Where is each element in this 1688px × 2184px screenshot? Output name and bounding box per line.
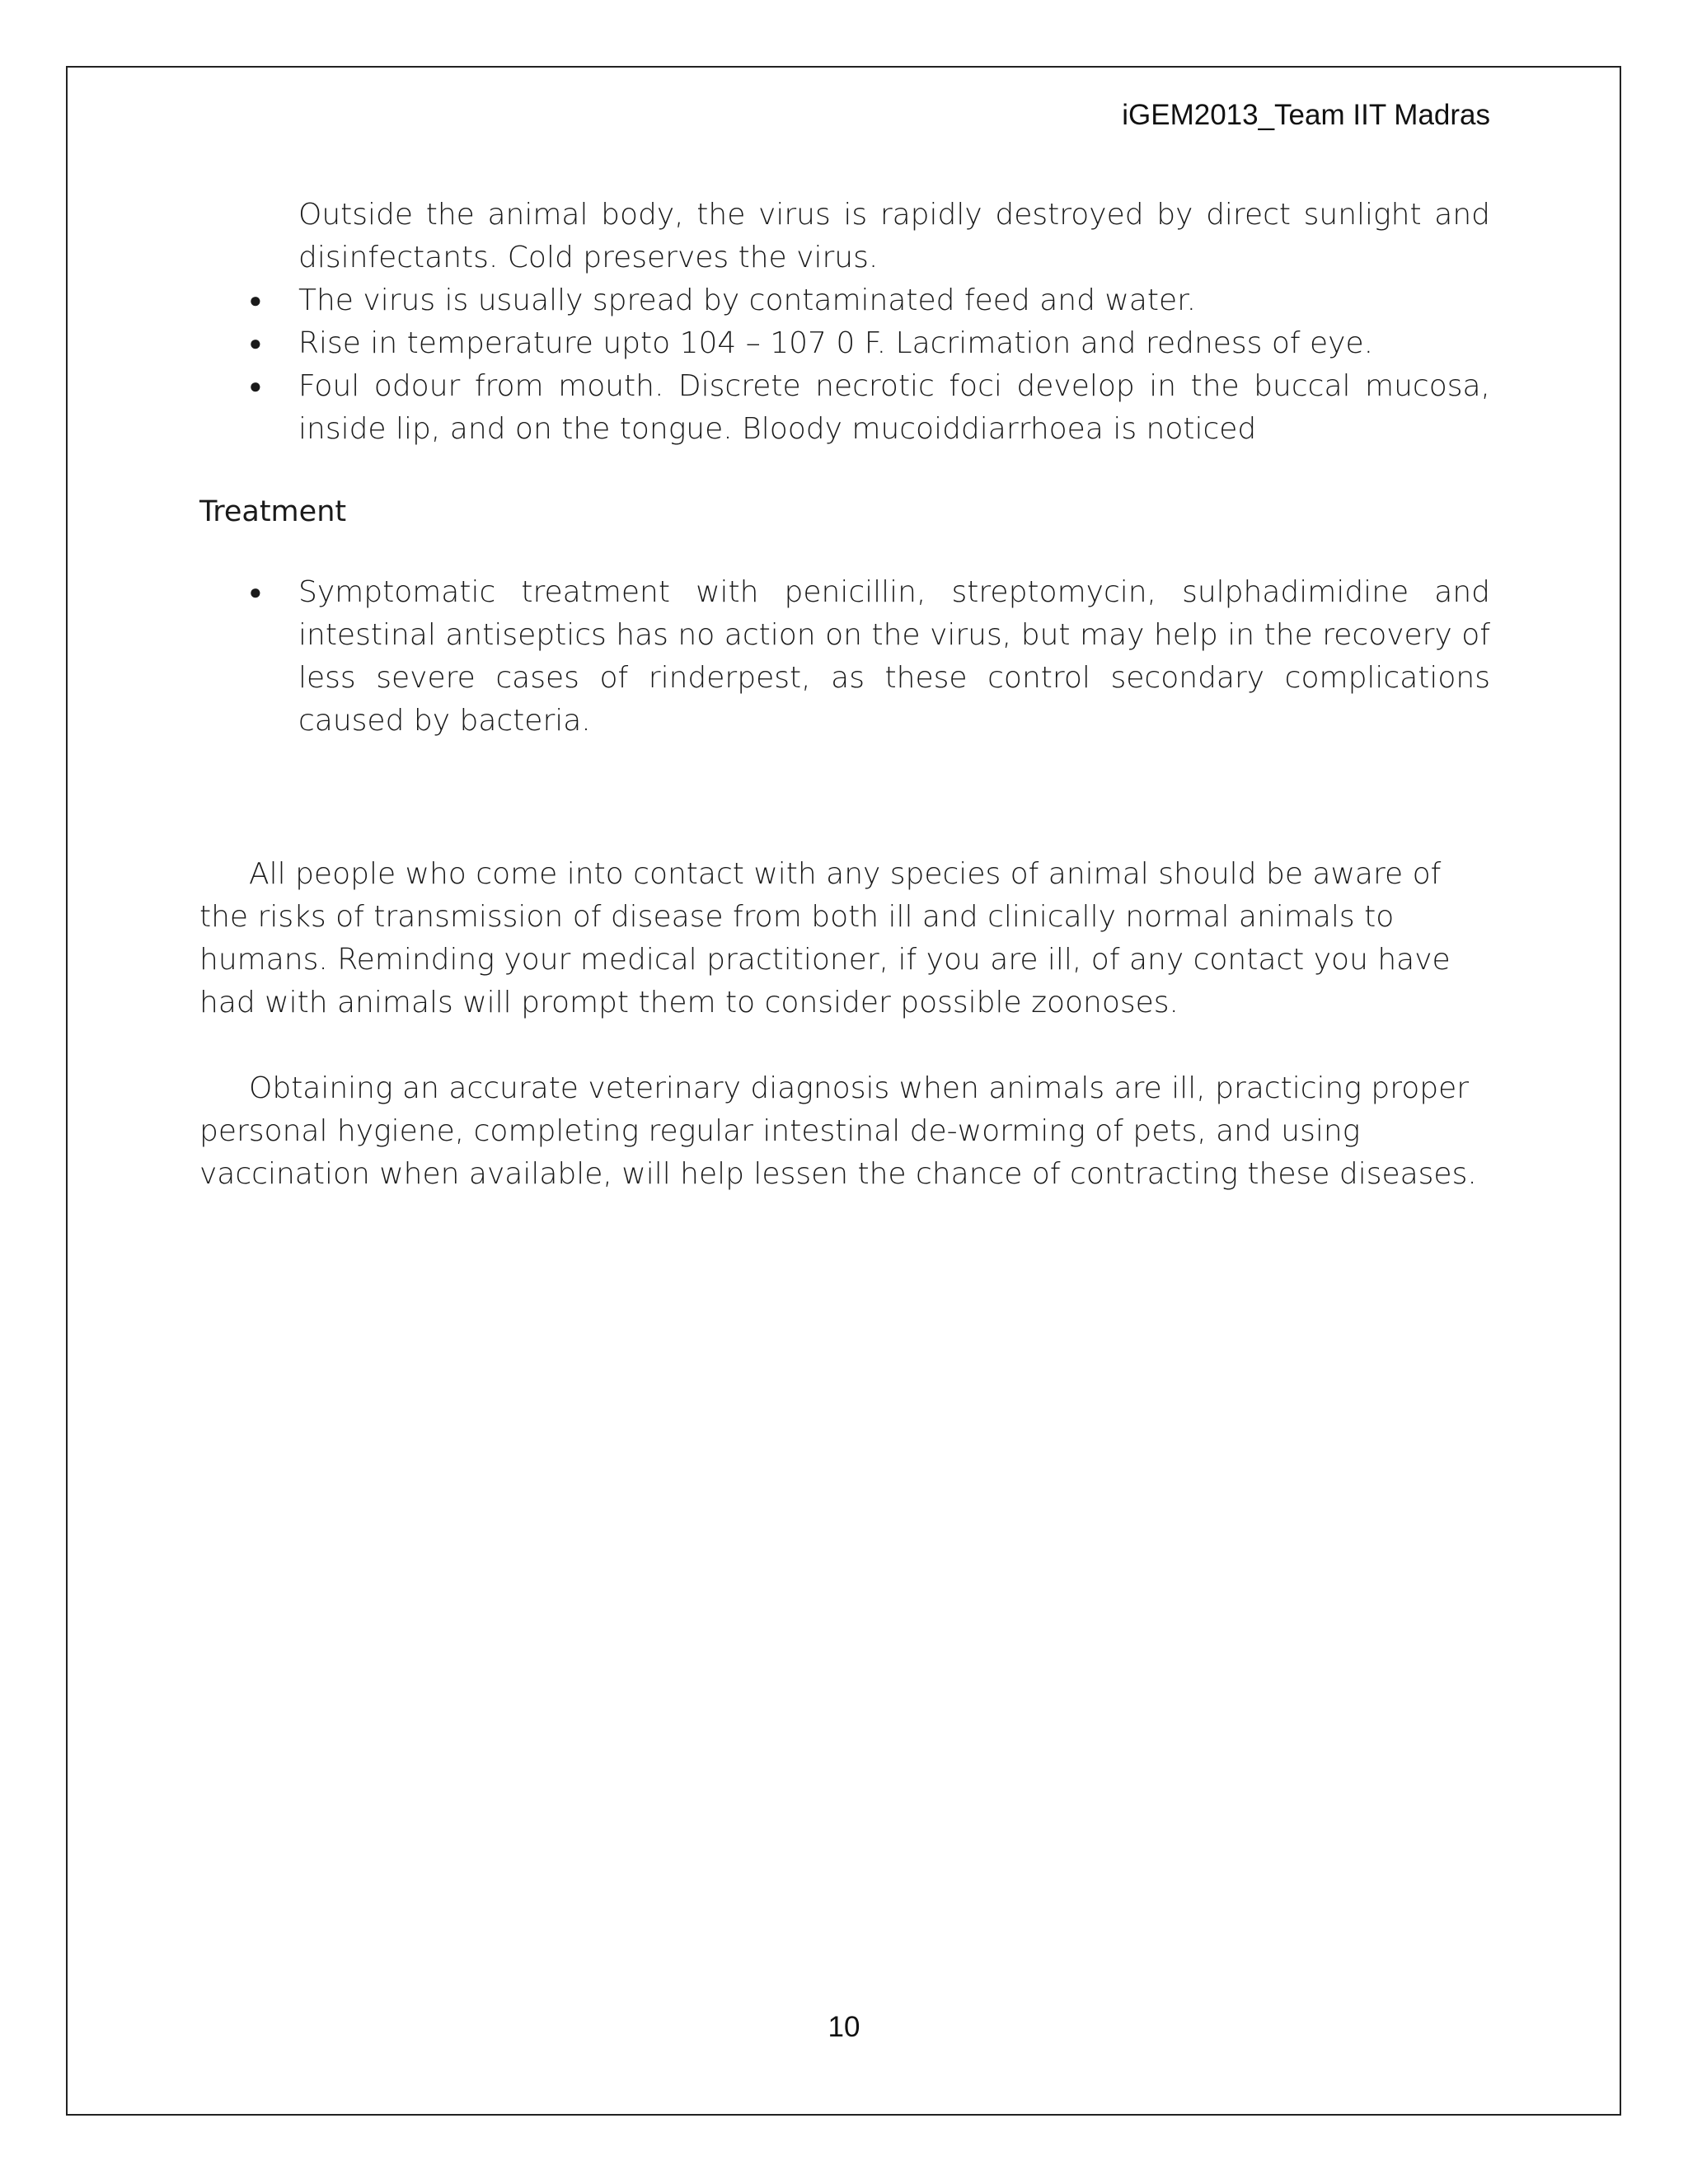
paragraph: Obtaining an accurate veterinary diagnosis when animals are ill, practicing proper personal hygiene, completing regular intestinal de-worming of pets, and using vaccination when available, will help lessen the chance of contracting these diseases. bbox=[199, 1071, 1477, 1191]
paragraph: All people who come into contact with any species of animal should be aware of the risks of transmission of disease from both ill and clinically normal animals to humans. Reminding your medical practitioner, if you are ill, of any contact you have had with animals will prompt them to consider possible zoonoses. bbox=[199, 857, 1451, 1019]
symptom-list bbox=[199, 194, 1490, 451]
bullet-icon: ● bbox=[249, 580, 262, 605]
list-item-text: Symptomatic treatment with penicillin, streptomycin, sulphadimidine and intestinal antiseptics has no action on the virus, but may help in the recovery of less severe cases of rinderpest, as these control secondary complications caused by bacteria. bbox=[298, 575, 1490, 738]
treatment-list bbox=[199, 571, 1490, 743]
list-item bbox=[199, 322, 1490, 365]
bullet-icon: ● bbox=[249, 288, 262, 313]
section-heading-treatment: Treatment bbox=[199, 495, 347, 528]
list-item bbox=[199, 571, 1490, 743]
list-item-text: Foul odour from mouth. Discrete necrotic foci develop in the buccal mucosa, inside lip, and on the tongue. Bloody mucoiddiarrhoea is noticed bbox=[298, 369, 1490, 446]
page-content bbox=[199, 194, 1490, 1196]
bullet-icon: ● bbox=[249, 331, 262, 356]
list-item bbox=[199, 365, 1490, 451]
list-item bbox=[199, 194, 1490, 279]
list-item-text: The virus is usually spread by contaminated feed and water. bbox=[298, 284, 1197, 317]
list-item-text: Outside the animal body, the virus is rapidly destroyed by direct sunlight and disinfectants. Cold preserves the virus. bbox=[298, 198, 1490, 274]
bullet-icon: ● bbox=[249, 374, 262, 399]
page-header: iGEM2013_Team IIT Madras bbox=[1122, 99, 1490, 131]
list-item bbox=[199, 279, 1490, 322]
list-item-text: Rise in temperature upto 104 – 107 0 F. Lacrimation and redness of eye. bbox=[298, 326, 1374, 360]
page-number: 10 bbox=[828, 2011, 860, 2043]
